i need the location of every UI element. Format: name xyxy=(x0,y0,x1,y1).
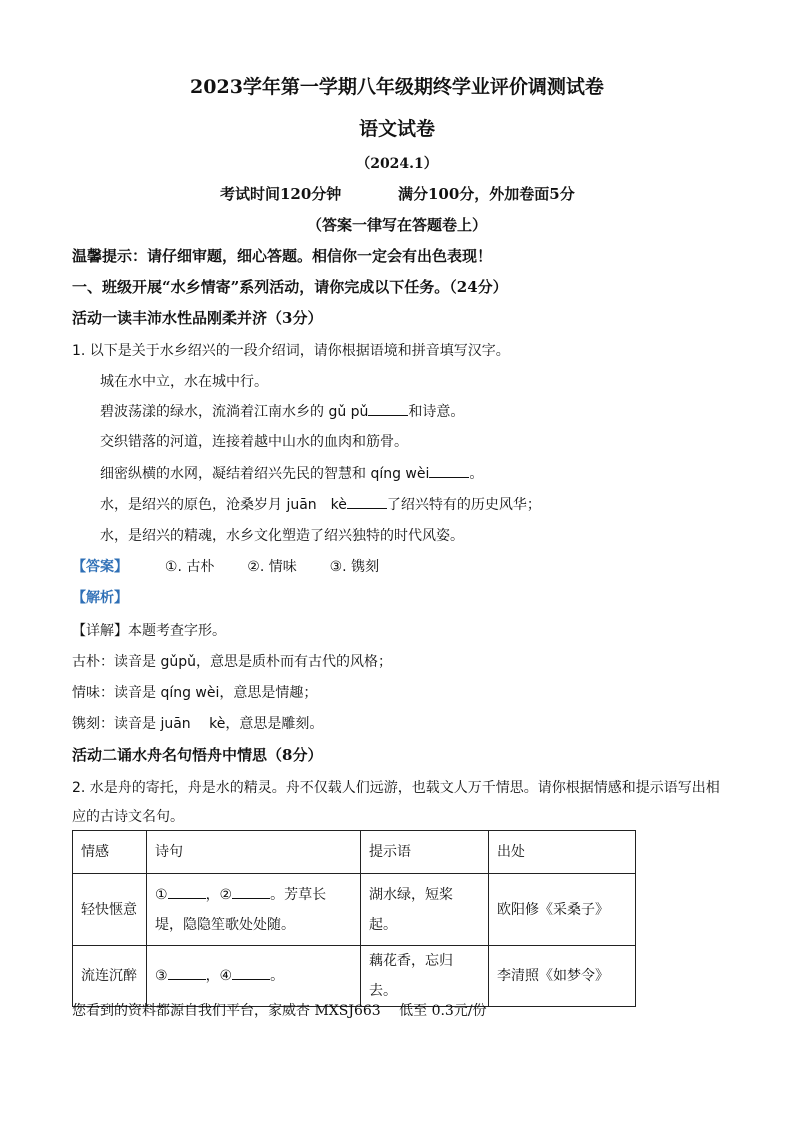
exam-date: （2024.1） xyxy=(356,156,438,172)
poem-blank-4[interactable] xyxy=(232,967,270,980)
poem-blank-3[interactable] xyxy=(168,967,206,980)
answer-2: ②. 情味 xyxy=(247,559,297,575)
passage-line-2: 碧波荡漾的绿水，流淌着江南水乡的 gǔ pǔ 和诗意。 xyxy=(100,404,465,420)
cell-poem: ① ，② 。芳草长 堤，隐隐笙歌处处随。 xyxy=(147,874,361,946)
cell-source: 李清照《如梦令》 xyxy=(489,946,636,1007)
tip-text: 温馨提示：请仔细审题，细心答题。相信你一定会有出色表现！ xyxy=(72,247,493,265)
fill-blank-3[interactable] xyxy=(347,496,387,509)
cell-poem: ③ ，④ 。 xyxy=(147,946,361,1007)
header-poem: 诗句 xyxy=(147,831,361,874)
question-one-prompt: 1. 以下是关于水乡绍兴的一段介绍词，请你根据语境和拼音填写汉字。 xyxy=(72,343,510,359)
passage-line-6: 水，是绍兴的精魂，水乡文化塑造了绍兴独特的时代风姿。 xyxy=(100,528,464,544)
header-hint: 提示语 xyxy=(361,831,489,874)
answer-row xyxy=(72,556,379,576)
cell-emotion: 轻快惬意 xyxy=(73,874,147,946)
table-row xyxy=(73,946,636,1007)
activity-two-heading: 活动二诵水舟名句悟舟中情思（8分） xyxy=(72,746,323,764)
exam-score: 满分100分，外加卷面5分 xyxy=(398,185,575,203)
cell-hint: 湖水绿，短桨起。 xyxy=(361,874,489,946)
analysis-item-3: 镌刻：读音是 juān kè，意思是雕刻。 xyxy=(72,716,324,732)
footer-ad: 您看到的资料都源自我们平台，家威杏 MXSJ663 低至 0.3元/份 xyxy=(72,1003,487,1019)
answer-1: ①. 古朴 xyxy=(164,559,215,575)
cell-hint: 藕花香，忘归去。 xyxy=(361,946,489,1007)
exam-title: 2023学年第一学期八年级期终学业评价调测试卷 xyxy=(190,76,604,98)
analysis-detail: 【详解】本题考查字形。 xyxy=(72,623,226,639)
subject-title: 语文试卷 xyxy=(358,118,435,140)
passage-line-1: 城在水中立，水在城中行。 xyxy=(100,374,268,390)
fill-blank-1[interactable] xyxy=(368,403,408,416)
cell-emotion: 流连沉醉 xyxy=(73,946,147,1007)
poem-blank-2[interactable] xyxy=(232,886,270,899)
answer-3: ③. 镌刻 xyxy=(329,559,380,575)
poem-blank-1[interactable] xyxy=(168,886,206,899)
answer-note: （答案一律写在答题卷上） xyxy=(306,216,487,234)
analysis-item-2: 情味：读音是 qíng wèi，意思是情趣； xyxy=(72,685,318,701)
analysis-item-1: 古朴：读音是 gǔpǔ，意思是质朴而有古代的风格； xyxy=(72,654,392,670)
passage-line-5: 水，是绍兴的原色，沧桑岁月 juān kè 了绍兴特有的历史风华； xyxy=(100,497,541,513)
question-two-prompt-line-2: 应的古诗文名句。 xyxy=(72,809,184,825)
fill-blank-2[interactable] xyxy=(429,465,469,478)
answer-label: 【答案】 xyxy=(72,559,128,575)
poem-table xyxy=(72,830,636,1007)
activity-one-heading: 活动一读丰沛水性品刚柔并济（3分） xyxy=(72,309,323,327)
header-emotion: 情感 xyxy=(73,831,147,874)
table-header-row xyxy=(73,831,636,874)
header-source: 出处 xyxy=(489,831,636,874)
passage-line-4: 细密纵横的水网，凝结着绍兴先民的智慧和 qíng wèi 。 xyxy=(100,466,484,482)
section-one-heading: 一、班级开展“水乡情寄”系列活动，请你完成以下任务。（24分） xyxy=(72,278,508,296)
passage-line-3: 交织错落的河道，连接着越中山水的血肉和筋骨。 xyxy=(100,434,408,450)
cell-source: 欧阳修《采桑子》 xyxy=(489,874,636,946)
table-row xyxy=(73,874,636,946)
exam-time: 考试时间120分钟 xyxy=(220,185,342,203)
analysis-label: 【解析】 xyxy=(72,590,128,606)
question-two-prompt-line-1: 2. 水是舟的寄托，舟是水的精灵。舟不仅载人们远游，也载文人万千情思。请你根据情感和提示语写出相 xyxy=(72,780,720,796)
